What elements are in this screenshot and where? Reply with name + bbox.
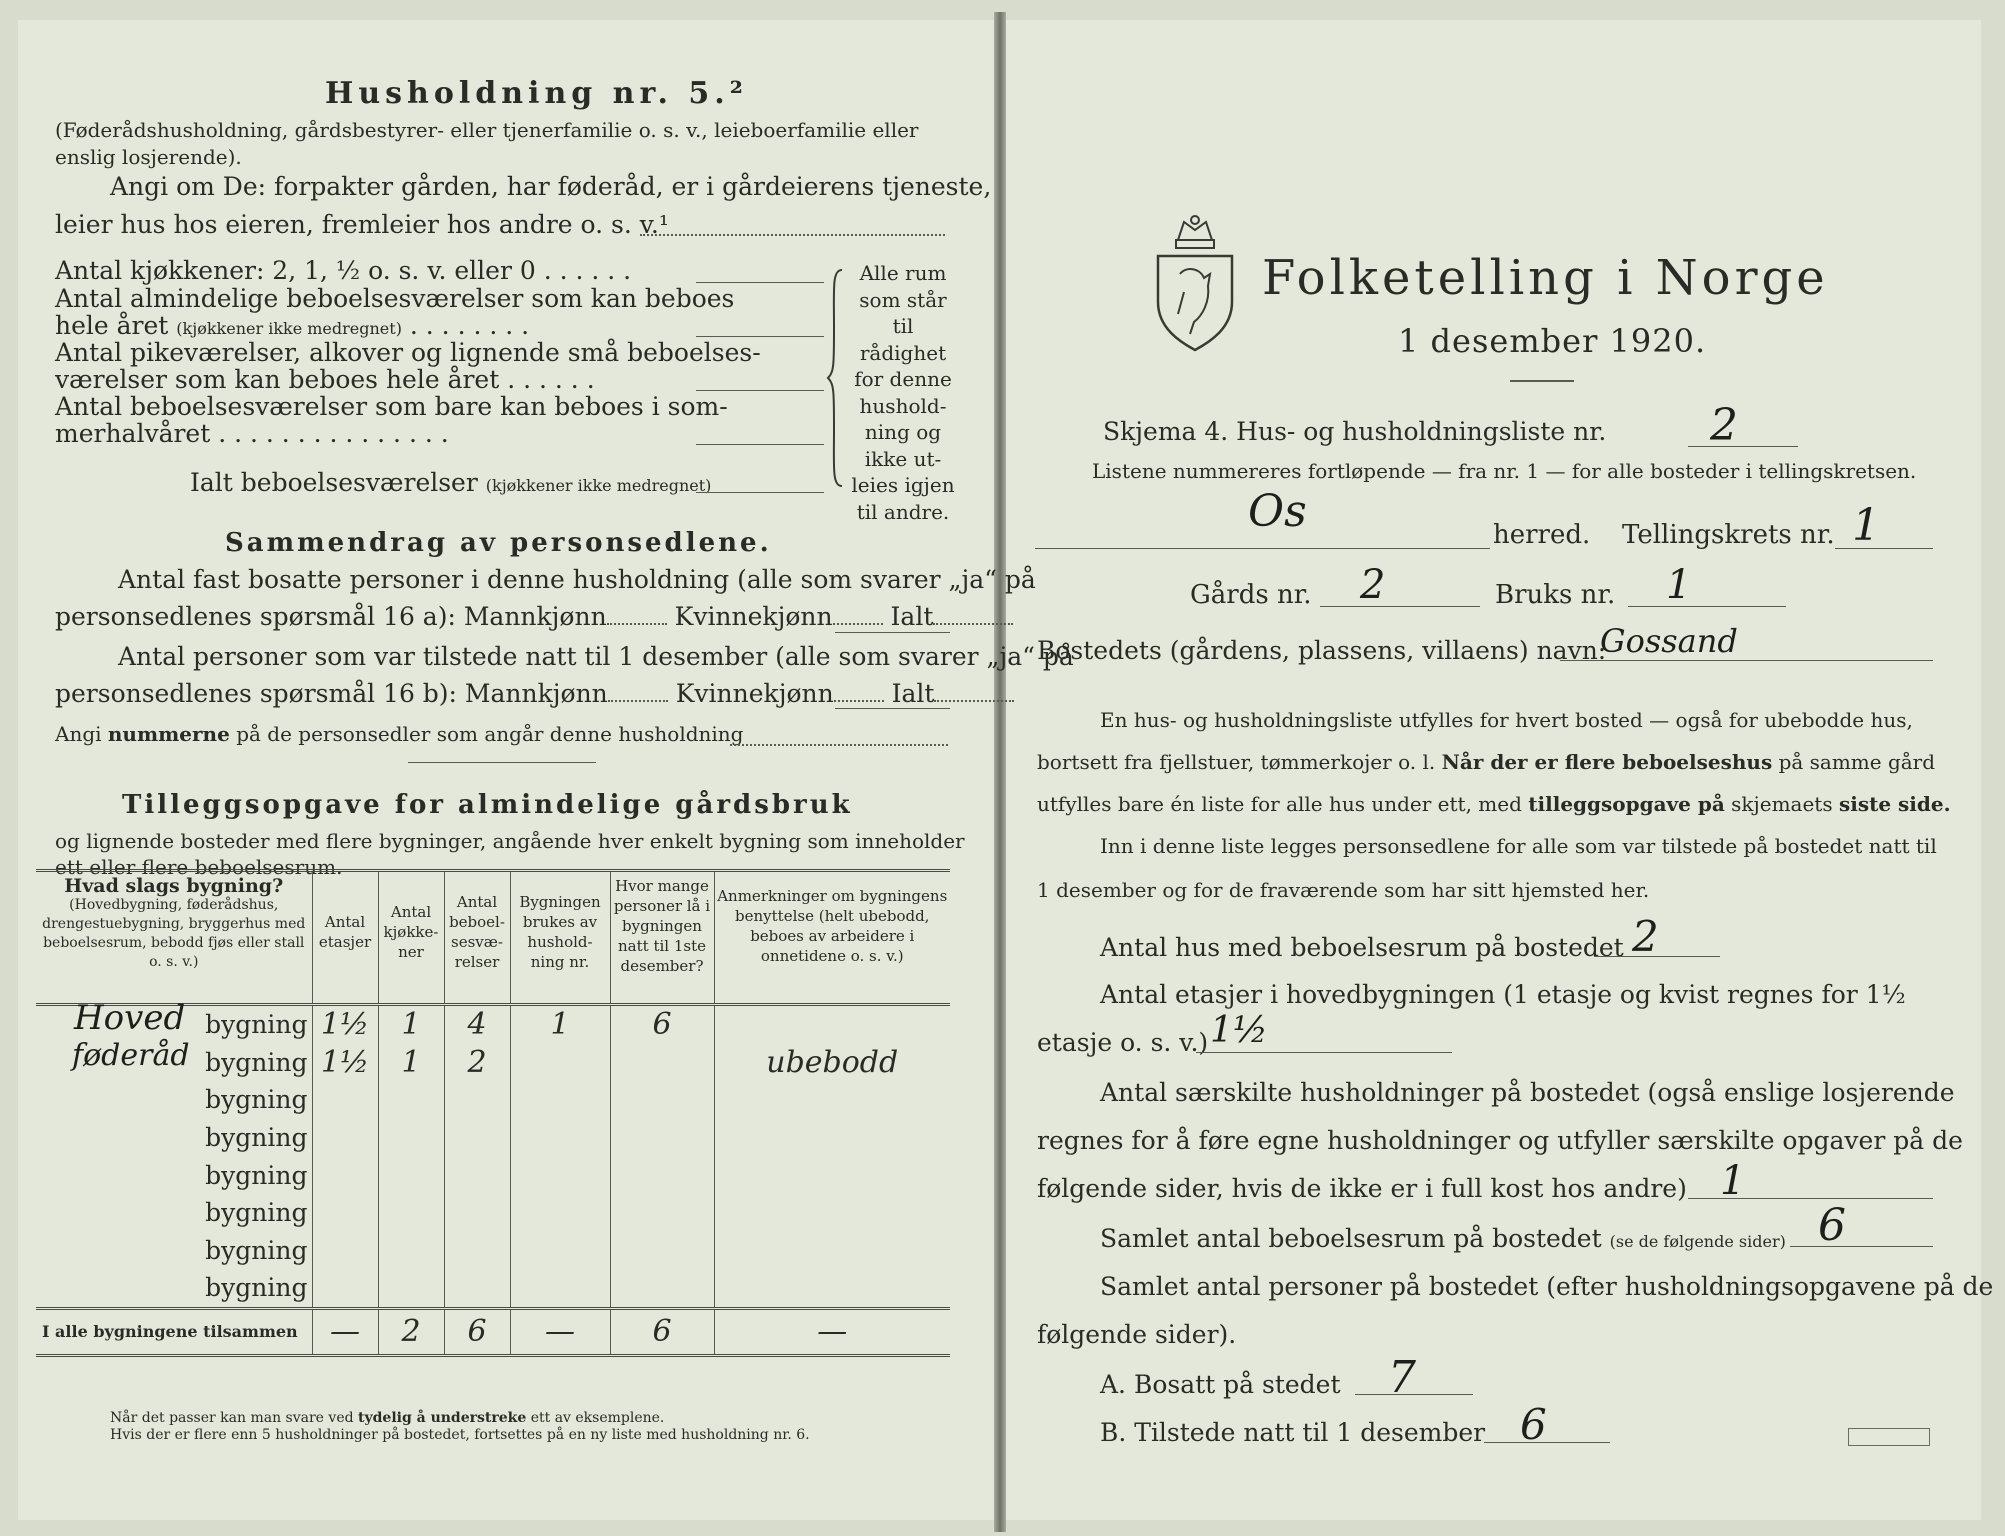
- table-row: [36, 1081, 950, 1119]
- col-header-persons: Hvor mange personer lå i bygningen natt til 1ste desember?: [610, 871, 714, 1005]
- table-row: [36, 1119, 950, 1157]
- table-row: [36, 1232, 950, 1270]
- norway-crest-icon: [1150, 212, 1240, 352]
- instruction-line-1: Angi om De: forpakter gården, har føderåd, er i gårdeierens tjeneste,: [110, 172, 992, 201]
- kitchens-question: Antal kjøkkener: 2, 1, ½ o. s. v. eller 0 . . . . . .: [55, 256, 632, 285]
- q-persons-line1: Samlet antal personer på bostedet (efter husholdningsopgavene på de: [1100, 1272, 1994, 1301]
- rooms-question-1b: hele året (kjøkkener ikke medregnet) . . . . . . . .: [55, 311, 530, 340]
- footnote-2: Hvis der er flere enn 5 husholdninger på bostedet, fortsettes på en ny liste med husholdning nr. 6.: [110, 1427, 810, 1443]
- instruction-blank: [640, 234, 945, 236]
- building-type-cell: bygning: [36, 1232, 312, 1270]
- instructions-p2-line1: Inn i denne liste legges personsedlene for alle som var tilstede på bostedet natt til: [1100, 834, 1937, 858]
- title-divider: [1510, 380, 1574, 382]
- footnote-1: Når det passer kan man svare ved tydelig å understreke ett av eksemplene.: [110, 1410, 665, 1426]
- rooms-blank-3: [696, 444, 824, 445]
- instructions-p1-line1: En hus- og husholdningsliste utfylles for hvert bosted — også for ubebodde hus,: [1100, 708, 1913, 732]
- rooms-blank-1: [696, 336, 824, 337]
- bruks-value: 1: [1666, 562, 1692, 608]
- q-households-value: 1: [1720, 1158, 1746, 1204]
- table-header-row: [36, 871, 950, 1005]
- q-persons-line2: følgende sider).: [1037, 1320, 1237, 1349]
- printer-stamp: [1848, 1428, 1930, 1446]
- col-header-notes: Anmerkninger om bygningens benyttelse (helt ubebodd, beboes av arbeidere i onnetidene o. s. v.): [717, 887, 948, 965]
- col-header-used-by: Bygningen brukes av hushold-ning nr.: [510, 871, 610, 1005]
- notes-cell: [714, 1005, 950, 1044]
- summary-title: Sammendrag av personsedlene.: [225, 528, 772, 558]
- schema-number: 2: [1710, 400, 1738, 451]
- rooms-cell: 4: [444, 1005, 510, 1044]
- q-rooms-value: 6: [1818, 1200, 1846, 1251]
- b-present-line: [1484, 1442, 1610, 1443]
- household-intro-note: (Føderådshusholdning, gårdsbestyrer- eller tjenerfamilie o. s. v., leieboerfamilie eller: [55, 118, 919, 142]
- summary-line-3: Angi nummerne på de personsedler som angår denne husholdning: [55, 722, 744, 746]
- list-note: Listene nummereres fortløpende — fra nr. 1 — for alle bosteder i tellingskretsen.: [1092, 459, 1917, 483]
- summary-line-1b: personsedlenes spørsmål 16 a): Mannkjønn Kvinnekjønn Ialt: [55, 602, 1013, 631]
- building-type-cell: Hoved bygning: [36, 1005, 312, 1044]
- buildings-table: [36, 869, 950, 1357]
- building-type-cell: bygning: [36, 1156, 312, 1194]
- instructions-p1-line2: bortsett fra fjellstuer, tømmerkojer o. l. Når der er flere beboelseshus på samme gård: [1037, 750, 1936, 774]
- bruks-line: [1628, 606, 1786, 607]
- table-row: [36, 1044, 950, 1082]
- table-row: [36, 1269, 950, 1308]
- total-rooms: 6: [444, 1308, 510, 1355]
- summary-numbers-blank: [730, 744, 948, 746]
- brace-icon: [826, 268, 846, 488]
- total-kitchens: 2: [378, 1308, 444, 1355]
- q-rooms-answer-line: [1790, 1246, 1933, 1247]
- persons-cell: [610, 1044, 714, 1082]
- schema-label: Skjema 4. Hus- og husholdningsliste nr.: [1103, 417, 1607, 446]
- instruction-line-2: leier hus hos eieren, fremleier hos andre o. s. v.¹: [55, 210, 669, 239]
- persons-cell: 6: [610, 1005, 714, 1044]
- tellingskrets-line: [1835, 548, 1933, 549]
- notes-cell: ubebodd: [766, 1044, 899, 1080]
- bruks-label: Bruks nr.: [1495, 580, 1616, 610]
- bosted-label: Bostedets (gårdens, plassens, villaens) navn:: [1037, 636, 1607, 665]
- rooms-question-1a: Antal almindelige beboelsesværelser som kan beboes: [55, 284, 735, 313]
- total-persons: 6: [610, 1308, 714, 1355]
- q-houses-value: 2: [1632, 912, 1659, 961]
- col-header-floors: Antal etasjer: [312, 871, 378, 1005]
- q-floors-line1: Antal etasjer i hovedbygningen (1 etasje og kvist regnes for 1½: [1100, 980, 1906, 1009]
- a-resident-label: A. Bosatt på stedet: [1100, 1370, 1341, 1399]
- kitchens-cell: 1: [378, 1044, 444, 1082]
- rooms-total-label: Ialt beboelsesværelser (kjøkkener ikke medregnet): [190, 468, 712, 497]
- household-title: Husholdning nr. 5.²: [325, 76, 748, 111]
- col-header-kitchens: Antal kjøkke-ner: [378, 871, 444, 1005]
- summary-total-1-rule: [835, 632, 950, 633]
- table-row: [36, 1156, 950, 1194]
- total-label: I alle bygningene tilsammen: [36, 1308, 312, 1355]
- used-by-cell: [510, 1044, 610, 1082]
- bosted-line: [1560, 660, 1933, 661]
- farm-subtitle-2: ett eller flere beboelsesrum.: [55, 855, 343, 879]
- summary-line-1a: Antal fast bosatte personer i denne husholdning (alle som svarer „ja“ på: [118, 565, 1036, 594]
- gards-value: 2: [1360, 562, 1386, 608]
- building-type-cell: bygning: [36, 1081, 312, 1119]
- q-rooms-label: Samlet antal beboelsesrum på bostedet (se de følgende sider): [1100, 1224, 1786, 1253]
- tellingskrets-label: Tellingskrets nr.: [1622, 520, 1835, 550]
- gards-line: [1320, 606, 1480, 607]
- rooms-question-2a: Antal pikeværelser, alkover og lignende små beboelses-: [55, 338, 761, 367]
- gards-label: Gårds nr.: [1190, 580, 1312, 610]
- used-by-cell: 1: [510, 1005, 610, 1044]
- herred-label: herred.: [1493, 520, 1591, 550]
- b-present-label: B. Tilstede natt til 1 desember: [1100, 1418, 1486, 1447]
- table-total-row: [36, 1308, 950, 1355]
- instructions-p2-line2: 1 desember og for de fraværende som har sitt hjemsted her.: [1037, 878, 1650, 902]
- brace-note: Alle rum som står til rådighet for denne hushold- ning og ikke ut- leies igjen til andre.: [851, 261, 955, 524]
- summary-total-2-rule: [835, 708, 950, 709]
- floors-cell: 1½: [312, 1044, 378, 1082]
- household-intro-note-2: enslig losjerende).: [55, 145, 242, 169]
- kitchens-blank: [696, 282, 824, 283]
- farm-subtitle-1: og lignende bosteder med flere bygninger, angående hver enkelt bygning som inneholder: [55, 829, 965, 853]
- floors-cell: 1½: [312, 1005, 378, 1044]
- col-header-type: Hvad slags bygning? (Hovedbygning, føderådshus, drengestuebygning, bryggerhus med beboelsesrum, bebodd fjøs eller stall o. s. v.): [36, 871, 312, 1005]
- section-divider: [408, 762, 596, 763]
- table-row: [36, 1194, 950, 1232]
- rooms-cell: 2: [444, 1044, 510, 1082]
- kitchens-cell: 1: [378, 1005, 444, 1044]
- q-households-line1: Antal særskilte husholdninger på bostedet (også enslige losjerende: [1100, 1078, 1955, 1107]
- q-households-line2: regnes for å føre egne husholdninger og utfyller særskilte opgaver på de: [1037, 1126, 1963, 1155]
- census-date: 1 desember 1920.: [1398, 322, 1707, 360]
- building-type-cell: føderåd bygning: [36, 1044, 312, 1082]
- total-used-by: —: [510, 1308, 610, 1355]
- summary-line-2a: Antal personer som var tilstede natt til 1 desember (alle som svarer „ja“ på: [118, 642, 1074, 671]
- a-resident-value: 7: [1388, 1352, 1416, 1403]
- q-houses-label: Antal hus med beboelsesrum på bostedet: [1100, 933, 1624, 962]
- rooms-blank-2: [696, 390, 824, 391]
- schema-number-line: [1688, 446, 1798, 447]
- q-floors-answer-line: [1196, 1052, 1452, 1053]
- q-floors-value: 1½: [1210, 1010, 1268, 1051]
- rooms-total-blank: [696, 492, 824, 493]
- q-households-answer-line: [1688, 1198, 1933, 1199]
- q-floors-line2: etasje o. s. v.): [1037, 1028, 1209, 1057]
- census-title: Folketelling i Norge: [1262, 250, 1829, 306]
- total-floors: —: [312, 1308, 378, 1355]
- building-type-cell: bygning: [36, 1194, 312, 1232]
- a-resident-line: [1355, 1394, 1473, 1395]
- page-fold: [994, 12, 1006, 1532]
- summary-line-2b: personsedlenes spørsmål 16 b): Mannkjønn Kvinnekjønn Ialt: [55, 679, 1014, 708]
- rooms-question-3b: merhalvåret . . . . . . . . . . . . . . .: [55, 419, 449, 448]
- herred-line: [1035, 548, 1490, 549]
- building-type-cell: bygning: [36, 1269, 312, 1308]
- total-notes: —: [817, 1314, 848, 1350]
- rooms-question-2b: værelser som kan beboes hele året . . . . . .: [55, 365, 595, 394]
- rooms-question-3a: Antal beboelsesværelser som bare kan beboes i som-: [55, 392, 728, 421]
- q-houses-line: [1594, 956, 1720, 957]
- tellingskrets-value: 1: [1852, 500, 1880, 551]
- bosted-value: Gossand: [1600, 622, 1738, 660]
- herred-value: Os: [1248, 486, 1307, 537]
- col-header-rooms: Antal beboel-sesvæ-relser: [444, 871, 510, 1005]
- instructions-p1-line3: utfylles bare én liste for alle hus under ett, med tilleggsopgave på skjemaets siste side.: [1037, 792, 1951, 816]
- building-type-cell: bygning: [36, 1119, 312, 1157]
- q-households-line3: følgende sider, hvis de ikke er i full kost hos andre): [1037, 1174, 1687, 1203]
- farm-title: Tilleggsopgave for almindelige gårdsbruk: [122, 790, 853, 820]
- b-present-value: 6: [1520, 1400, 1547, 1449]
